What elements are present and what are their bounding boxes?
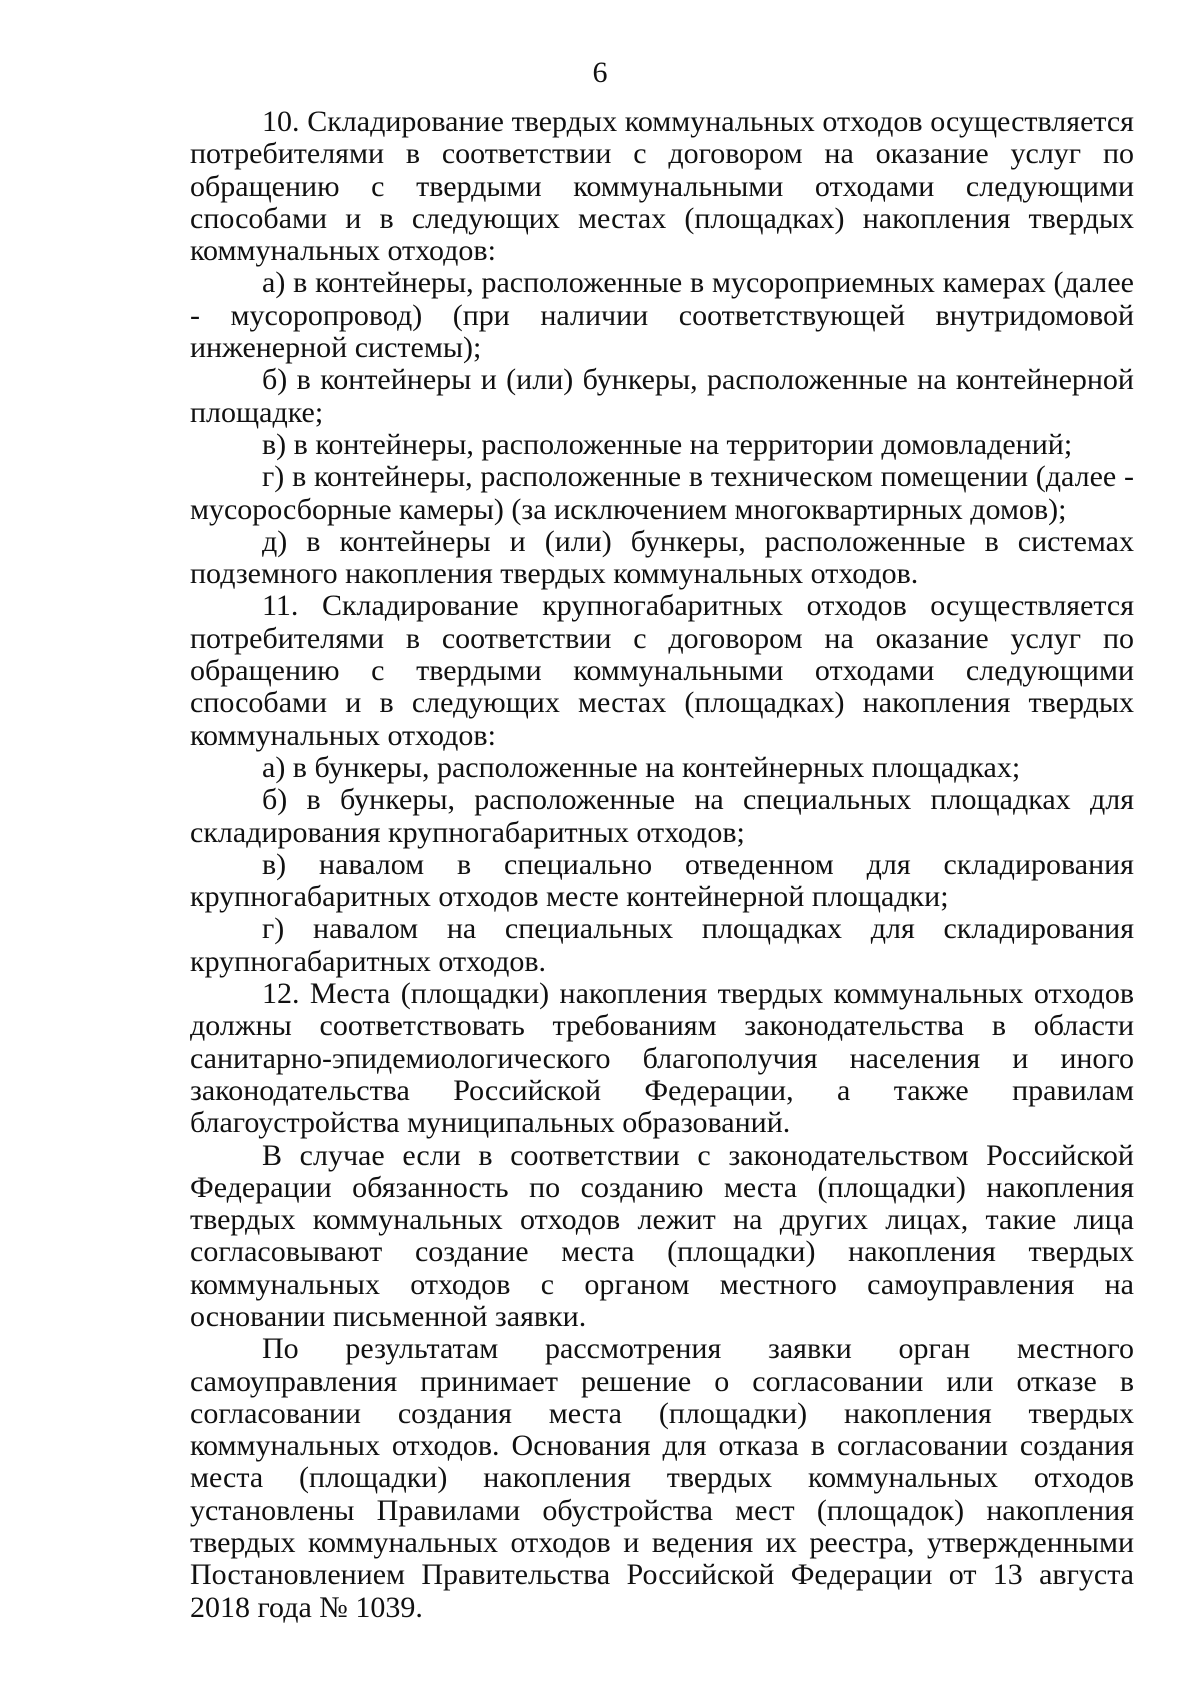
document-body <box>190 106 1134 1624</box>
paragraph-12: 12. Места (площадки) накопления твердых коммунальных отходов должны соответствовать требованиям законодательства в области санитарно-эпидемиологического благополучия населения и иного законодательства Российской Федерации, а также правилам благоустройства муниципальных образований. <box>190 977 1134 1140</box>
list-item-11g: г) навалом на специальных площадках для складирования крупногабаритных отходов. <box>190 912 1134 978</box>
list-item-11b: б) в бункеры, расположенные на специальных площадках для складирования крупногабаритных отходов; <box>190 783 1134 849</box>
list-item-10g: г) в контейнеры, расположенные в техническом помещении (далее - мусоросборные камеры) (за исключением многоквартирных домов); <box>190 460 1134 526</box>
paragraph-12-case: В случае если в соответствии с законодательством Российской Федерации обязанность по созданию места (площадки) накопления твердых коммунальных отходов лежит на других лицах, такие лица согласовывают создание места (площадки) накопления твердых коммунальных отходов с органом местного самоуправления на основании письменной заявки. <box>190 1138 1134 1333</box>
paragraph-12-decision: По результатам рассмотрения заявки орган местного самоуправления принимает решение о согласовании или отказе в согласовании создания места (площадки) накопления твердых коммунальных отходов. Основания для отказа в согласовании создания места (площадки) накопления твердых коммунальных отходов установлены Правилами обустройства мест (площадок) накопления твердых коммунальных отходов и ведения их реестра, утвержденными Постановлением Правительства Российской Федерации от 13 августа 2018 года № 1039. <box>190 1332 1134 1624</box>
list-item-10a: а) в контейнеры, расположенные в мусороприемных камерах (далее - мусоропровод) (при наличии соответствующей внутридомовой инженерной системы); <box>190 266 1134 365</box>
paragraph-10: 10. Складирование твердых коммунальных отходов осуществляется потребителями в соответствии с договором на оказание услуг по обращению с твердыми коммунальными отходами следующими способами и в следующих местах (площадках) накопления твердых коммунальных отходов: <box>190 105 1134 268</box>
list-item-11v: в) навалом в специально отведенном для складирования крупногабаритных отходов месте контейнерной площадки; <box>190 847 1134 914</box>
list-item-10b: б) в контейнеры и (или) бункеры, расположенные на контейнерной площадке; <box>190 363 1134 429</box>
paragraph-11: 11. Складирование крупногабаритных отходов осуществляется потребителями в соответствии с договором на оказание услуг по обращению с твердыми коммунальными отходами следующими способами и в следующих местах (площадках) накопления твердых коммунальных отходов: <box>190 589 1134 752</box>
list-item-11a: а) в бункеры, расположенные на контейнерных площадках; <box>262 750 1021 784</box>
page-number: 6 <box>592 56 608 89</box>
list-item-10v: в) в контейнеры, расположенные на территории домовладений; <box>262 427 1073 461</box>
list-item-10d: д) в контейнеры и (или) бункеры, расположенные в системах подземного накопления твердых коммунальных отходов. <box>190 524 1134 591</box>
